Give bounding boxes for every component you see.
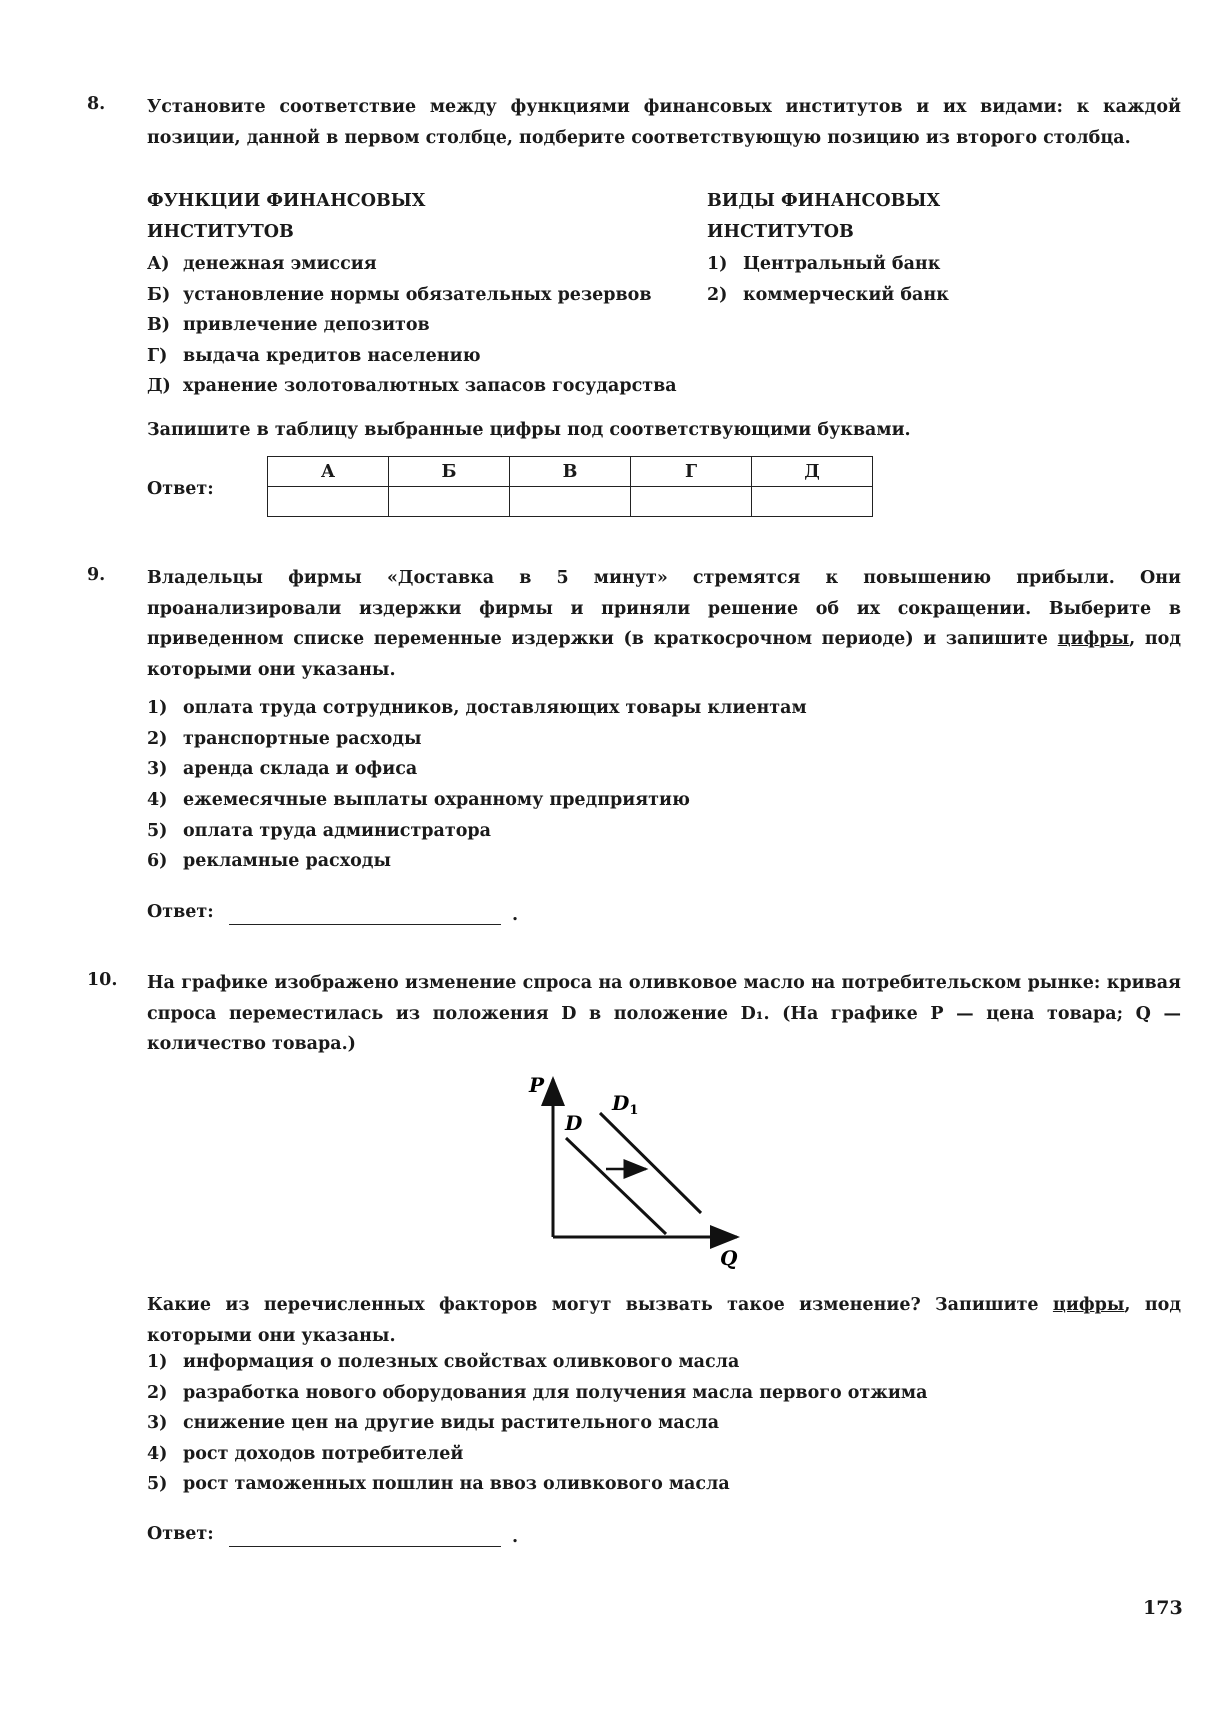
q10-item: 5) рост таможенных пошлин на ввоз оливкового масла bbox=[147, 1474, 730, 1494]
demand-curve-d bbox=[566, 1138, 666, 1234]
q10-question: Какие из перечисленных факторов могут вызвать такое изменение? Запишите цифры, под которыми они указаны. bbox=[147, 1295, 1181, 1346]
q8-instruction: Запишите в таблицу выбранные цифры под соответствующими буквами. bbox=[147, 420, 911, 440]
type-item: 2) коммерческий банк bbox=[707, 285, 949, 305]
function-item: Г) выдача кредитов населению bbox=[147, 346, 481, 366]
answer-table bbox=[267, 456, 873, 517]
q8-col2-title: ВИДЫ ФИНАНСОВЫХ bbox=[707, 191, 941, 211]
q10-answer-field[interactable] bbox=[229, 1526, 501, 1547]
q-axis-label: Q bbox=[720, 1246, 738, 1270]
q8-col2-title: ИНСТИТУТОВ bbox=[707, 222, 854, 242]
q9-item: 4) ежемесячные выплаты охранному предприятию bbox=[147, 790, 690, 810]
curve-d-label: D bbox=[565, 1111, 583, 1135]
demand-shift-graph bbox=[515, 1065, 755, 1270]
function-item: А) денежная эмиссия bbox=[147, 254, 377, 274]
q9-number: 9. bbox=[87, 565, 106, 585]
answer-cell[interactable] bbox=[752, 487, 873, 517]
q9-answer-field[interactable] bbox=[229, 904, 501, 925]
answer-cell[interactable] bbox=[389, 487, 510, 517]
curve-d1-label: $D_1$ bbox=[612, 1091, 639, 1118]
function-item: В) привлечение депозитов bbox=[147, 315, 430, 335]
q9-item: 2) транспортные расходы bbox=[147, 729, 422, 749]
answer-cell[interactable] bbox=[631, 487, 752, 517]
q10-item: 2) разработка нового оборудования для получения масла первого отжима bbox=[147, 1383, 928, 1403]
function-item: Б) установление нормы обязательных резервов bbox=[147, 285, 652, 305]
q9-answer-label: Ответ: bbox=[147, 902, 214, 922]
answer-table-header: А bbox=[268, 457, 389, 487]
q10-item: 1) информация о полезных свойствах оливкового масла bbox=[147, 1352, 740, 1372]
q10-item: 4) рост доходов потребителей bbox=[147, 1444, 464, 1464]
function-item: Д) хранение золотовалютных запасов государства bbox=[147, 376, 677, 396]
q9-item: 6) рекламные расходы bbox=[147, 851, 392, 871]
answer-cell[interactable] bbox=[268, 487, 389, 517]
demand-curve-d1 bbox=[600, 1113, 701, 1213]
answer-table-header: Г bbox=[631, 457, 752, 487]
p-axis-label: P bbox=[529, 1073, 545, 1097]
q9-item: 3) аренда склада и офиса bbox=[147, 759, 418, 779]
q10-number: 10. bbox=[87, 970, 118, 990]
q10-answer-dot: . bbox=[512, 1527, 519, 1547]
q8-text: Установите соответствие между функциями финансовых институтов и их видами: к каждой позиции, данной в первом столбце, подберите соответствующую позицию из второго столбца. bbox=[147, 97, 1181, 148]
q8-answer-label: Ответ: bbox=[147, 479, 214, 499]
q10-item: 3) снижение цен на другие виды растительного масла bbox=[147, 1413, 720, 1433]
q9-text: Владельцы фирмы «Доставка в 5 минут» стремятся к повышению прибыли. Они проанализировали издержки фирмы и приняли решение об их сокращении. Выберите в приведенном списке переменные издержки (в краткосрочном периоде) и запишите цифры, под которыми они указаны. bbox=[147, 568, 1181, 680]
q8-col1-title: ИНСТИТУТОВ bbox=[147, 222, 294, 242]
q10-text: На графике изображено изменение спроса на оливковое масло на потребительском рынке: кривая спроса переместилась из положения D в положение D₁. (На графике P — цена товара; Q — количество товара.) bbox=[147, 973, 1181, 1055]
q8-col1-title: ФУНКЦИИ ФИНАНСОВЫХ bbox=[147, 191, 426, 211]
q9-item: 1) оплата труда сотрудников, доставляющих товары клиентам bbox=[147, 698, 807, 718]
q9-item: 5) оплата труда администратора bbox=[147, 821, 491, 841]
answer-table-header: В bbox=[510, 457, 631, 487]
answer-cell[interactable] bbox=[510, 487, 631, 517]
page-number: 173 bbox=[1143, 1597, 1183, 1619]
type-item: 1) Центральный банк bbox=[707, 254, 941, 274]
answer-table-header: Д bbox=[752, 457, 873, 487]
q8-number: 8. bbox=[87, 94, 106, 114]
q10-answer-label: Ответ: bbox=[147, 1524, 214, 1544]
answer-table-header: Б bbox=[389, 457, 510, 487]
q9-answer-dot: . bbox=[512, 905, 519, 925]
